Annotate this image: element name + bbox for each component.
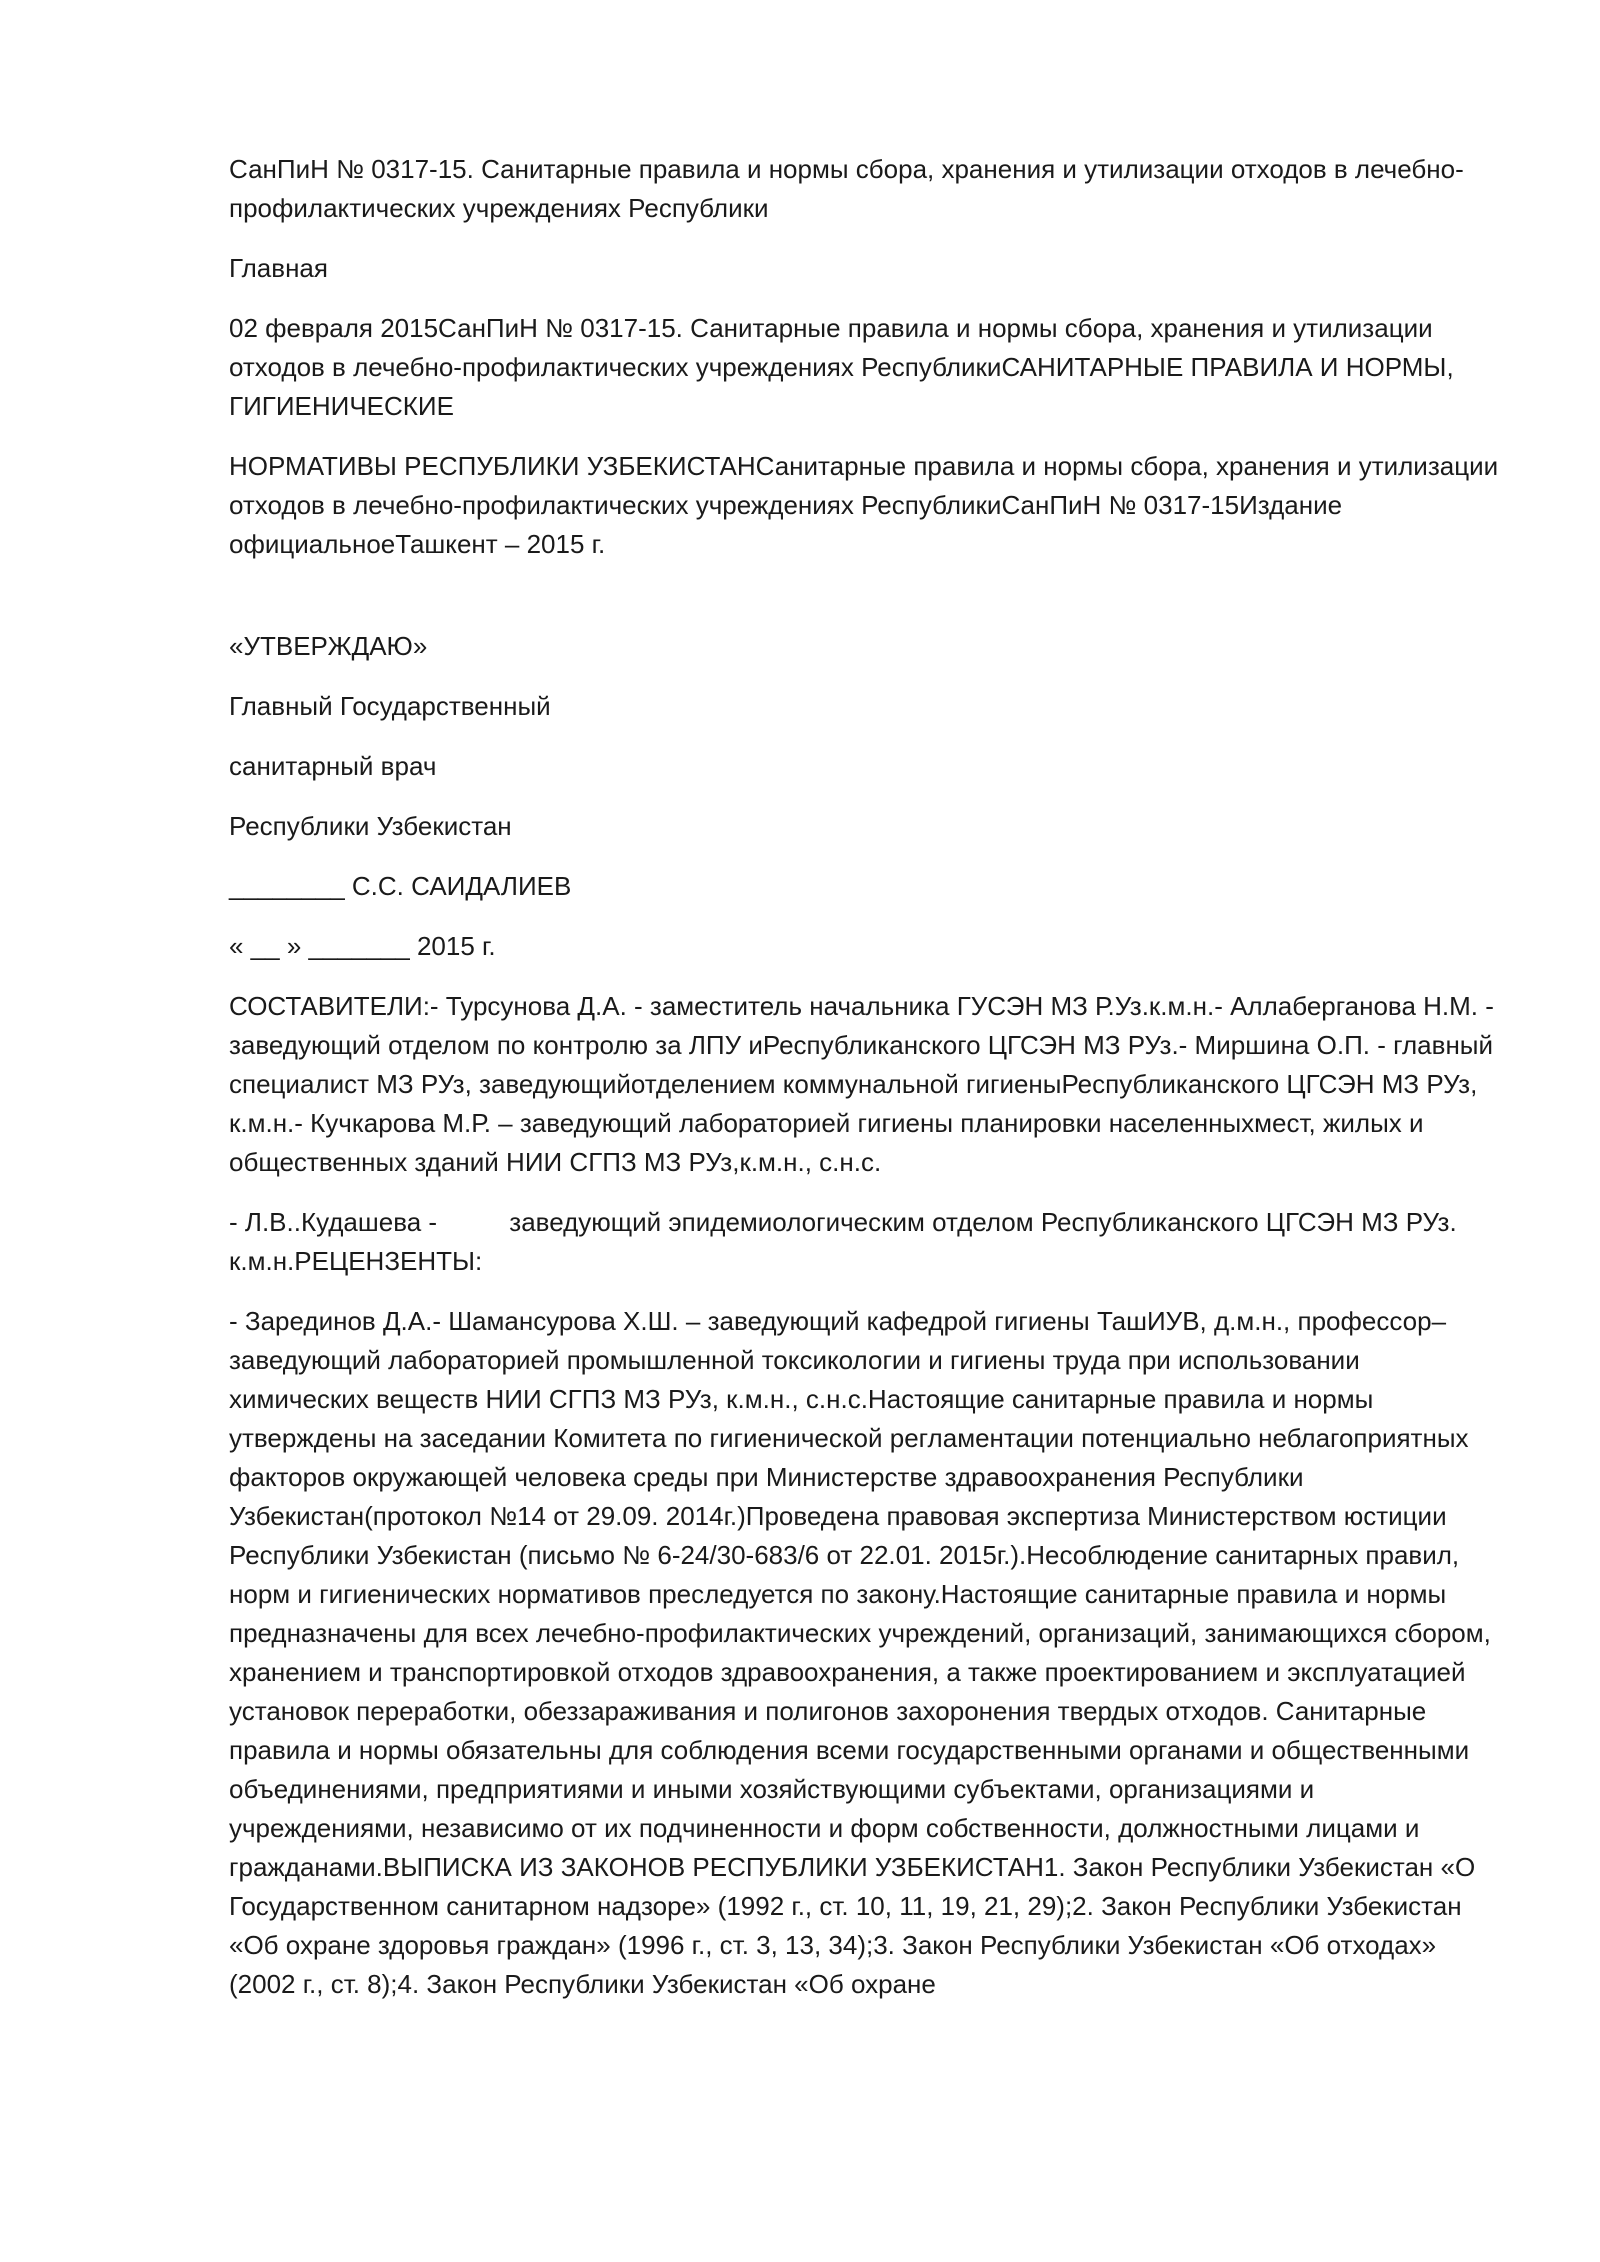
document-page — [229, 150, 1499, 2025]
approval-heading: «УТВЕРЖДАЮ» — [229, 631, 428, 661]
document-title: СанПиН № 0317-15. Санитарные правила и нормы сбора, хранения и утилизации отходов в лечебно-профилактических учреждениях Республики — [229, 154, 1464, 223]
normatives-paragraph: НОРМАТИВЫ РЕСПУБЛИКИ УЗБЕКИСТАНСанитарные правила и нормы сбора, хранения и утилизации отходов в лечебно-профилактических учреждениях РеспубликиСанПиН № 0317-15Издание официальноеТашкент – 2015 г. — [229, 451, 1499, 559]
approval-signature: ________ С.С. САИДАЛИЕВ — [229, 871, 572, 901]
approval-line-3: Республики Узбекистан — [229, 811, 512, 841]
main-text-paragraph: - Зарединов Д.А.- Шамансурова Х.Ш. – заведующий кафедрой гигиены ТашИУВ, д.м.н., профессор– заведующий лабораторией промышленной токсикологии и гигиены труда при использовании химических веществ НИИ СГПЗ МЗ РУз, к.м.н., с.н.с.Настоящие санитарные правила и нормы утверждены на заседании Комитета по гигиенической регламентации потенциально неблагоприятных факторов окружающей человека среды при Министерстве здравоохранения Республики Узбекистан(протокол №14 от 29.09. 2014г.)Проведена правовая экспертиза Министерством юстиции Республики Узбекистан (письмо № 6-24/30-683/6 от 22.01. 2015г.).Несоблюдение санитарных правил, норм и гигиенических нормативов преследуется по закону.Настоящие санитарные правила и нормы предназначены для всех лечебно-профилактических учреждений, организаций, занимающихся сбором, хранением и транспортировкой отходов здравоохранения, а также проектированием и эксплуатацией установок переработки, обеззараживания и полигонов захоронения твердых отходов. Санитарные правила и нормы обязательны для соблюдения всеми государственными органами и общественными объединениями, предприятиями и иными хозяйствующими субъектами, организациями и учреждениями, независимо от их подчиненности и форм собственности, должностными лицами и гражданами.ВЫПИСКА ИЗ ЗАКОНОВ РЕСПУБЛИКИ УЗБЕКИСТАН1. Закон Республики Узбекистан «О Государственном санитарном надзоре» (1992 г., ст. 10, 11, 19, 21, 29);2. Закон Республики Узбекистан «Об охране здоровья граждан» (1996 г., ст. 3, 13, 34);3. Закон Республики Узбекистан «Об отходах» (2002 г., ст. 8);4. Закон Республики Узбекистан «Об охране — [229, 1306, 1491, 1999]
kudasheva-paragraph: - Л.В..Кудашева - заведующий эпидемиологическим отделом Республиканского ЦГСЭН МЗ РУз. к.м.н.РЕЦЕНЗЕНТЫ: — [229, 1207, 1464, 1276]
breadcrumb-home[interactable]: Главная — [229, 253, 328, 283]
intro-paragraph: 02 февраля 2015СанПиН № 0317-15. Санитарные правила и нормы сбора, хранения и утилизации отходов в лечебно-профилактических учреждениях РеспубликиСАНИТАРНЫЕ ПРАВИЛА И НОРМЫ, ГИГИЕНИЧЕСКИЕ — [229, 313, 1454, 421]
approval-line-1: Главный Государственный — [229, 691, 551, 721]
authors-paragraph: СОСТАВИТЕЛИ:- Турсунова Д.А. - заместитель начальника ГУСЭН МЗ Р.Уз.к.м.н.- Аллаберганова Н.М. - заведующий отделом по контролю за ЛПУ иРеспубликанского ЦГСЭН МЗ РУз.- Миршина О.П. - главный специалист МЗ РУз, заведующийотделением коммунальной гигиеныРеспубликанского ЦГСЭН МЗ РУз, к.м.н.- Кучкарова М.Р. – заведующий лабораторией гигиены планировки населенныхмест, жилых и общественных зданий НИИ СГПЗ МЗ РУз,к.м.н., с.н.с. — [229, 991, 1494, 1177]
approval-date: « __ » _______ 2015 г. — [229, 931, 496, 961]
approval-line-2: санитарный врач — [229, 751, 437, 781]
